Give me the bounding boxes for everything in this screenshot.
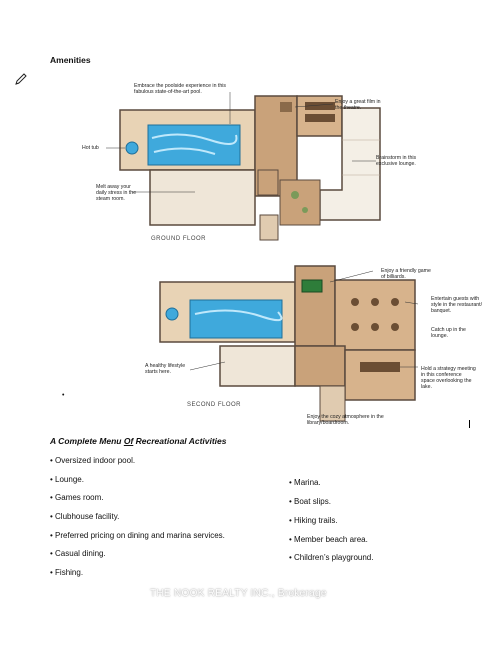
text-cursor <box>469 420 470 428</box>
callout-lounge-2: Catch up in the lounge. <box>431 327 466 339</box>
second-floor-label: SECOND FLOOR <box>187 402 242 408</box>
callout-fitness: A healthy lifestyle starts here. <box>145 363 186 375</box>
heading: Amenities <box>50 55 91 65</box>
list-item: • Fishing. <box>50 568 84 577</box>
list-item: • Marina. <box>289 478 321 487</box>
list-item: • Boat slips. <box>289 497 331 506</box>
list-item: • Lounge. <box>50 475 84 484</box>
ground-floor-label: GROUND FLOOR <box>151 236 207 242</box>
callout-conference: Hold a strategy meeting in this conference space overlooking the lake. <box>421 366 476 390</box>
list-item: • Casual dining. <box>50 549 106 558</box>
callout-steam-room: Melt away your daily stress in the steam room. <box>96 184 137 202</box>
activities-heading: A Complete Menu Of Recreational Activities <box>50 436 227 446</box>
of-link[interactable]: Of <box>123 436 134 446</box>
callout-lounge: Brainstorm in this exclusive lounge. <box>376 155 417 167</box>
callout-pool: Embrace the poolside experience in this fabulous state-of-the-art pool. <box>134 83 226 95</box>
callout-hot-tub: Hot tub <box>82 145 99 151</box>
list-item: • Oversized indoor pool. <box>50 456 136 465</box>
empty-bullet: • <box>62 392 65 399</box>
callout-theatre: Enjoy a great film in the theatre. <box>335 99 381 111</box>
brokerage-watermark: THE NOOK REALTY INC., Brokerage <box>150 588 327 599</box>
list-item: • Games room. <box>50 493 104 502</box>
list-item: • Children’s playground. <box>289 553 374 562</box>
list-item: • Hiking trails. <box>289 516 338 525</box>
list-item: • Member beach area. <box>289 535 368 544</box>
callout-library: Enjoy the cozy atmosphere in the library/boardroom. <box>307 414 384 426</box>
list-item: • Preferred pricing on dining and marina services. <box>50 531 225 540</box>
callout-billiards: Enjoy a friendly game of billiards. <box>381 268 431 280</box>
list-item: • Clubhouse facility. <box>50 512 120 521</box>
callout-restaurant: Entertain guests with style in the restaurant/ banquet. <box>431 296 483 314</box>
pen-icon[interactable] <box>14 72 28 86</box>
